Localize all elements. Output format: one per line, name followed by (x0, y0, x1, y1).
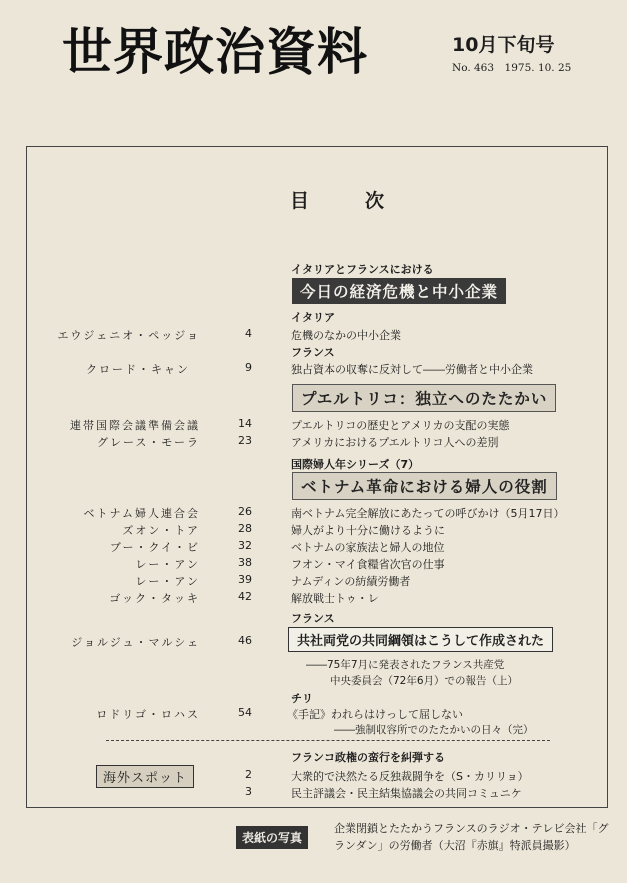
entry-title[interactable]: プエルトリコの歴史とアメリカの支配の実態 (291, 419, 510, 432)
entry-page: 38 (238, 556, 252, 569)
entry-page: 3 (245, 785, 252, 798)
dashed-divider (106, 740, 550, 741)
entry-title[interactable]: 独占資本の収奪に反対して――労働者と中小企業 (291, 363, 533, 376)
entry-title[interactable]: フオン・マイ食糧省次官の仕事 (291, 558, 445, 571)
entry-subtitle: ――75年7月に発表されたフランス共産党 (306, 659, 505, 671)
section-label: フランス (291, 346, 335, 359)
entry-page: 28 (238, 522, 252, 535)
entry-page: 2 (245, 768, 252, 781)
entry-title[interactable]: 民主評議会・民主結集協議会の共同コミュニケ (291, 787, 522, 800)
entry-title[interactable]: 大衆的で決然たる反独裁闘争を（S・カリリョ） (291, 770, 529, 783)
entry-title[interactable]: 危機のなかの中小企業 (291, 329, 401, 342)
entry-page: 46 (238, 634, 252, 647)
spot-label-box: 海外スポット (96, 765, 194, 788)
entry-page: 39 (238, 573, 252, 586)
entry-page: 54 (238, 706, 252, 719)
section-label: フランス (291, 612, 335, 625)
entry-title-boxed[interactable]: 共社両党の共同綱領はこうして作成された (288, 627, 553, 652)
issue-number-date: No. 463 1975. 10. 25 (452, 62, 572, 74)
section-label: チリ (291, 692, 313, 705)
entry-title[interactable]: 南ベトナム完全解放にあたっての呼びかけ（5月17日） (291, 507, 565, 520)
entry-author: ズオン・トア (122, 524, 200, 537)
toc-heading: 目次 (290, 190, 441, 212)
block-kicker: イタリアとフランスにおける (291, 263, 434, 276)
issue-label: 10月下旬号 (452, 34, 555, 56)
entry-title[interactable]: アメリカにおけるプエルトリコ人への差別 (291, 436, 499, 449)
entry-author: ゴック・タッキ (109, 592, 200, 605)
entry-title[interactable]: 《手記》われらはけっして屈しない (287, 708, 463, 721)
entry-author: ジョルジュ・マルシェ (71, 636, 200, 649)
entry-author: レー・アン (135, 558, 200, 571)
section-label: イタリア (291, 311, 335, 324)
entry-page: 23 (238, 434, 252, 447)
entry-page: 26 (238, 505, 252, 518)
entry-author: レー・アン (135, 575, 200, 588)
entry-author: ロドリゴ・ロハス (96, 708, 200, 721)
entry-author: グレース・モーラ (96, 436, 200, 449)
entry-title[interactable]: 婦人がより十分に働けるように (291, 524, 445, 537)
entry-page: 14 (238, 417, 252, 430)
spot-heading: フランコ政権の蛮行を糾弾する (291, 751, 445, 764)
block-kicker: 国際婦人年シリーズ（7） (291, 458, 420, 471)
entry-author: クロード・キャン (86, 363, 190, 376)
entry-subtitle: 中央委員会（72年6月）での報告（上） (330, 675, 519, 687)
entry-page: 9 (245, 361, 252, 374)
entry-author: ベトナム婦人連合会 (83, 507, 200, 520)
entry-author: エウジェニオ・ペッジョ (57, 329, 200, 342)
entry-page: 42 (238, 590, 252, 603)
entry-title[interactable]: ナムディンの紡績労働者 (291, 575, 411, 588)
feature-banner: ベトナム革命における婦人の役割 (292, 472, 557, 500)
feature-banner: プエルトリコ：独立へのたたかい (292, 384, 556, 412)
entry-author: 連帯国際会議準備会議 (70, 419, 200, 432)
entry-subtitle: ――強制収容所でのたたかいの日々（完） (334, 724, 534, 736)
cover-photo-caption: 企業閉鎖とたたかうフランスのラジオ・テレビ会社「グランダン」の労働者（大沼『赤旗』特派員撮影） (334, 822, 609, 852)
entry-title[interactable]: ベトナムの家族法と婦人の地位 (291, 541, 445, 554)
cover-photo-label: 表紙の写真 (236, 826, 308, 849)
feature-banner: 今日の経済危機と中小企業 (292, 278, 506, 304)
entry-page: 32 (238, 539, 252, 552)
entry-author: ブー・クイ・ビ (109, 541, 200, 554)
entry-title[interactable]: 解放戦士トゥ・レ (291, 592, 379, 605)
masthead-title: 世界政治資料 (62, 22, 368, 81)
entry-page: 4 (245, 327, 252, 340)
